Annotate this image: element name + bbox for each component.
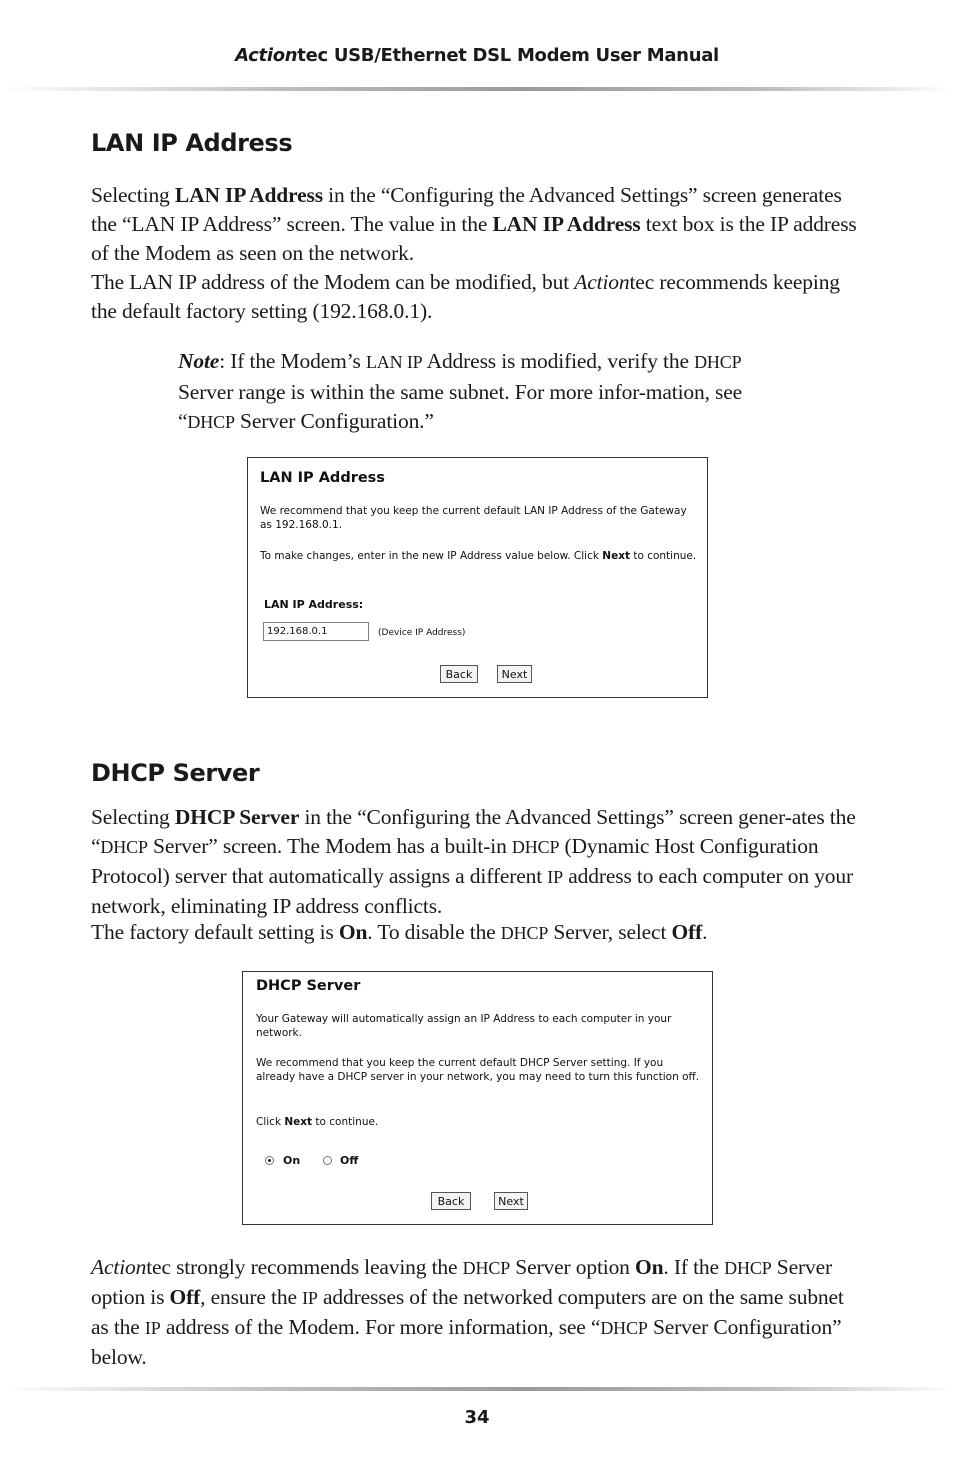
- lan-ip-input[interactable]: [263, 622, 369, 641]
- dhcp-on-label: On: [283, 1154, 301, 1167]
- back-button[interactable]: Back: [440, 665, 478, 683]
- paragraph-lan-ip-default: The LAN IP address of the Modem can be modified, but Actiontec recommends keeping the default factory setting (192.168.0.1).: [91, 270, 840, 323]
- running-header: Actiontec USB/Ethernet DSL Modem User Manual: [235, 45, 719, 66]
- page-number: 34: [464, 1407, 490, 1428]
- header-rule: [0, 87, 954, 91]
- paragraph-dhcp-recommendation: Actiontec strongly recommends leaving the DHCP Server option On. If the DHCP Server option is Off, ensure the IP addresses of the networked computers are on the same subnet as the IP address of the Modem. For more information, see “DHCP Server Configuration” below.: [91, 1255, 844, 1369]
- paragraph-lan-ip-intro: Selecting LAN IP Address in the “Configuring the Advanced Settings” screen generates the “LAN IP Address” screen. The value in the LAN IP Address text box is the IP address of the Modem as seen on the network.: [91, 183, 857, 265]
- screenshot-text: Your Gateway will automatically assign an IP Address to each computer in your network.: [256, 1013, 672, 1039]
- section-heading-lan-ip: LAN IP Address: [91, 129, 293, 157]
- screenshot-text: We recommend that you keep the current default DHCP Server setting. If you already have a DHCP server in your network, you may need to turn this function off.: [256, 1057, 700, 1083]
- next-button[interactable]: Next: [494, 1192, 528, 1210]
- screenshot-text: Click Next to continue.: [256, 1116, 379, 1128]
- screenshot-title: DHCP Server: [256, 978, 361, 994]
- paragraph-dhcp-default: The factory default setting is On. To disable the DHCP Server, select Off.: [91, 920, 708, 944]
- paragraph-dhcp-intro: Selecting DHCP Server in the “Configuring the Advanced Settings” screen gener-ates the “DHCP Server” screen. The Modem has a built-in DHCP (Dynamic Host Configuration Protocol) server that automatically assigns a different IP address to each computer on your network, eliminating IP address conflicts.: [91, 805, 856, 918]
- dhcp-off-radio[interactable]: [323, 1156, 332, 1165]
- footer-rule: [0, 1387, 954, 1391]
- lan-ip-field-label: LAN IP Address:: [264, 598, 364, 611]
- section-heading-dhcp: DHCP Server: [91, 759, 260, 787]
- screenshot-text: To make changes, enter in the new IP Address value below. Click Next to continue.: [260, 550, 697, 562]
- screenshot-dhcp-server: [242, 971, 713, 1225]
- note-lan-ip: Note: If the Modem’s LAN IP Address is modified, verify the DHCP Server range is within the same subnet. For more infor-mation, see “DHCP Server Configuration.”: [178, 349, 743, 433]
- screenshot-title: LAN IP Address: [260, 470, 385, 486]
- dhcp-on-radio[interactable]: [265, 1156, 274, 1165]
- next-button[interactable]: Next: [497, 665, 532, 683]
- back-button[interactable]: Back: [431, 1192, 471, 1210]
- screenshot-text: We recommend that you keep the current default LAN IP Address of the Gateway as 192.168.0.1.: [260, 505, 687, 531]
- screenshot-lan-ip-address: [247, 457, 708, 698]
- lan-ip-field-hint: (Device IP Address): [378, 628, 466, 638]
- dhcp-off-label: Off: [340, 1154, 359, 1167]
